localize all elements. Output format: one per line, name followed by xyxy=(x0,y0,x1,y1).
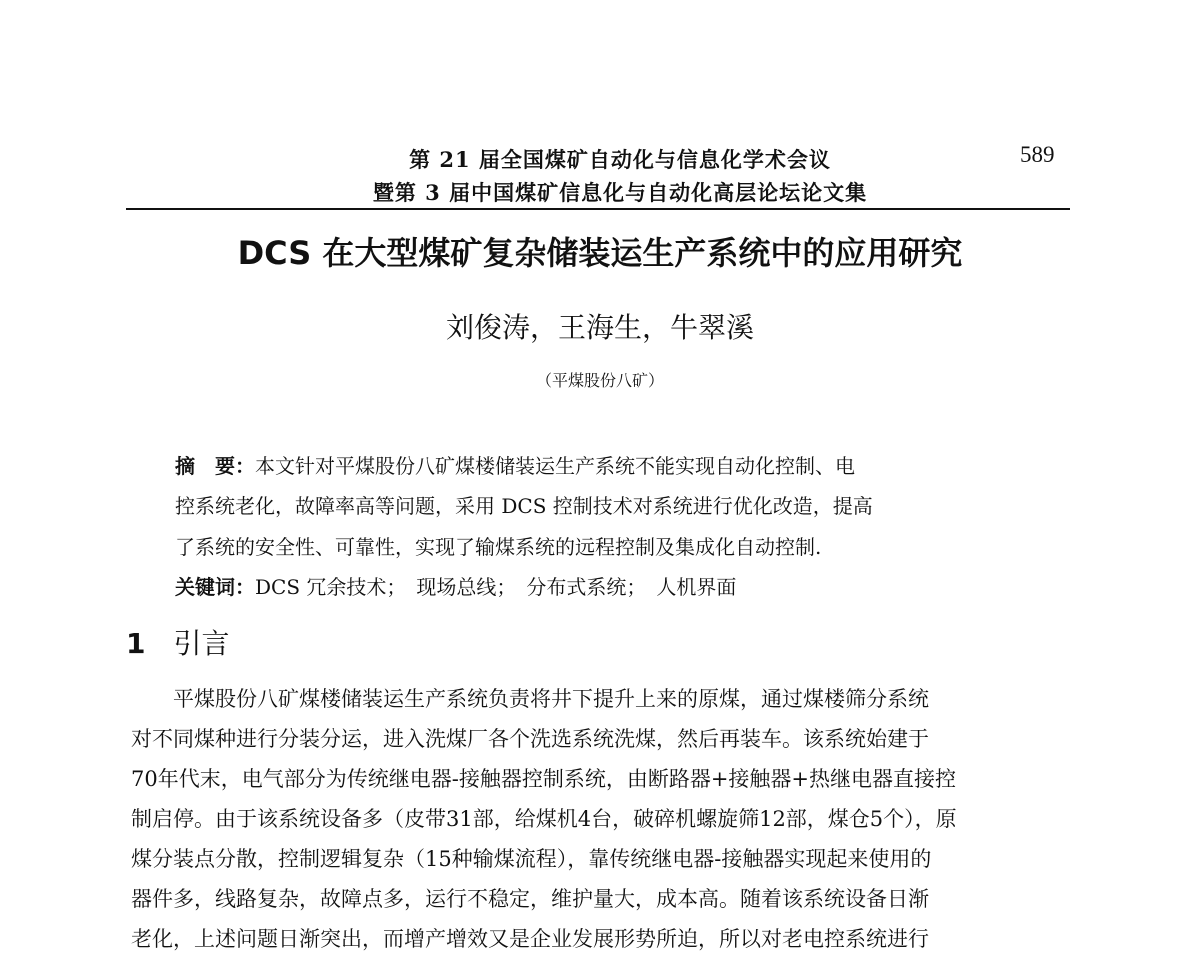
abstract-label: 摘 要： xyxy=(175,454,255,478)
header-divider xyxy=(126,208,1070,210)
body-paragraph-line: 制启停。由于该系统设备多（皮带31部，给煤机4台，破碎机螺旋筛12部，煤仓5个），原 xyxy=(131,807,957,831)
abstract-text: 本文针对平煤股份八矿煤楼储装运生产系统不能实现自动化控制、电 xyxy=(255,454,855,478)
proceedings-title-line-1: 第 21 届全国煤矿自动化与信息化学术会议 xyxy=(409,147,831,172)
page-number: 589 xyxy=(1020,142,1055,167)
keywords-line xyxy=(175,571,736,600)
body-paragraph-line: 器件多，线路复杂，故障点多，运行不稳定，维护量大，成本高。随着该系统设备日渐 xyxy=(131,887,929,911)
abstract-line: 控系统老化，故障率高等问题，采用 DCS 控制技术对系统进行优化改造，提高 xyxy=(175,494,873,518)
section-number: 1 xyxy=(126,627,146,660)
abstract-line xyxy=(175,450,855,479)
keywords-label: 关键词： xyxy=(175,575,255,599)
body-paragraph-line: 煤分装点分散，控制逻辑复杂（15种输煤流程），靠传统继电器-接触器实现起来使用的 xyxy=(131,847,932,871)
body-paragraph-line: 70年代末，电气部分为传统继电器-接触器控制系统，由断路器+接触器+热继电器直接控 xyxy=(131,767,957,791)
paper-affiliation: （平煤股份八矿） xyxy=(535,371,664,390)
body-paragraph-line: 老化，上述问题日渐突出，而增产增效又是企业发展形势所迫，所以对老电控系统进行 xyxy=(131,927,929,951)
keywords-text: DCS 冗余技术； 现场总线； 分布式系统； 人机界面 xyxy=(255,575,737,599)
proceedings-title-line-2: 暨第 3 届中国煤矿信息化与自动化高层论坛论文集 xyxy=(372,180,868,205)
abstract-line: 了系统的安全性、可靠性，实现了输煤系统的远程控制及集成化自动控制. xyxy=(175,535,822,559)
section-heading xyxy=(126,622,230,662)
body-paragraph-line: 对不同煤种进行分装分运，进入洗煤厂各个洗选系统洗煤，然后再装车。该系统始建于 xyxy=(131,727,929,751)
body-paragraph-line: 平煤股份八矿煤楼储装运生产系统负责将井下提升上来的原煤，通过煤楼筛分系统 xyxy=(173,687,929,711)
section-title: 引言 xyxy=(173,627,230,660)
paper-authors: 刘俊涛，王海生，牛翠溪 xyxy=(445,311,754,344)
paper-title: DCS 在大型煤矿复杂储装运生产系统中的应用研究 xyxy=(237,234,963,272)
